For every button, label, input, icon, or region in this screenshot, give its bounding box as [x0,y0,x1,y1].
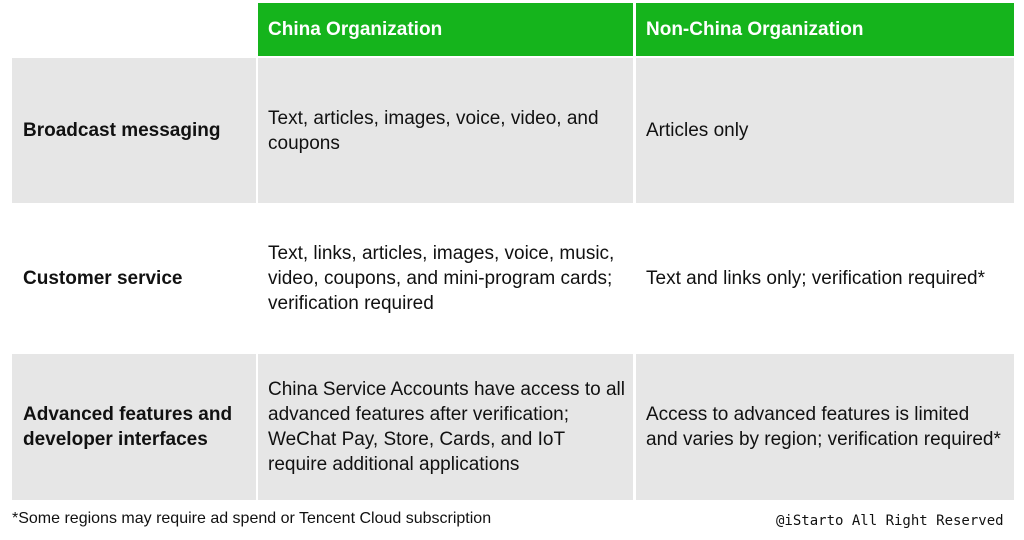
cell-advanced-non-china: Access to advanced features is limited and varies by region; verification required* [636,354,1014,500]
cell-broadcast-non-china: Articles only [636,58,1014,203]
row-label-advanced-features: Advanced features and developer interfaces [12,354,256,500]
header-non-china-organization: Non-China Organization [636,3,1014,56]
cell-broadcast-china: Text, articles, images, voice, video, and coupons [258,58,633,203]
footnote: *Some regions may require ad spend or Tencent Cloud subscription [12,510,492,527]
header-china-organization: China Organization [258,3,633,56]
cell-customer-service-china: Text, links, articles, images, voice, music, video, coupons, and mini-program cards; verification required [268,243,615,314]
copyright-notice: @iStarto All Right Reserved [776,513,1004,529]
cell-customer-service-non-china: Text and links only; verification required* [646,268,986,289]
row-label-broadcast-messaging: Broadcast messaging [12,58,256,203]
cell-advanced-china: China Service Accounts have access to all advanced features after verification; WeChat Pay, Store, Cards, and IoT require additional applications [258,354,633,500]
row-label-customer-service: Customer service [23,268,183,289]
